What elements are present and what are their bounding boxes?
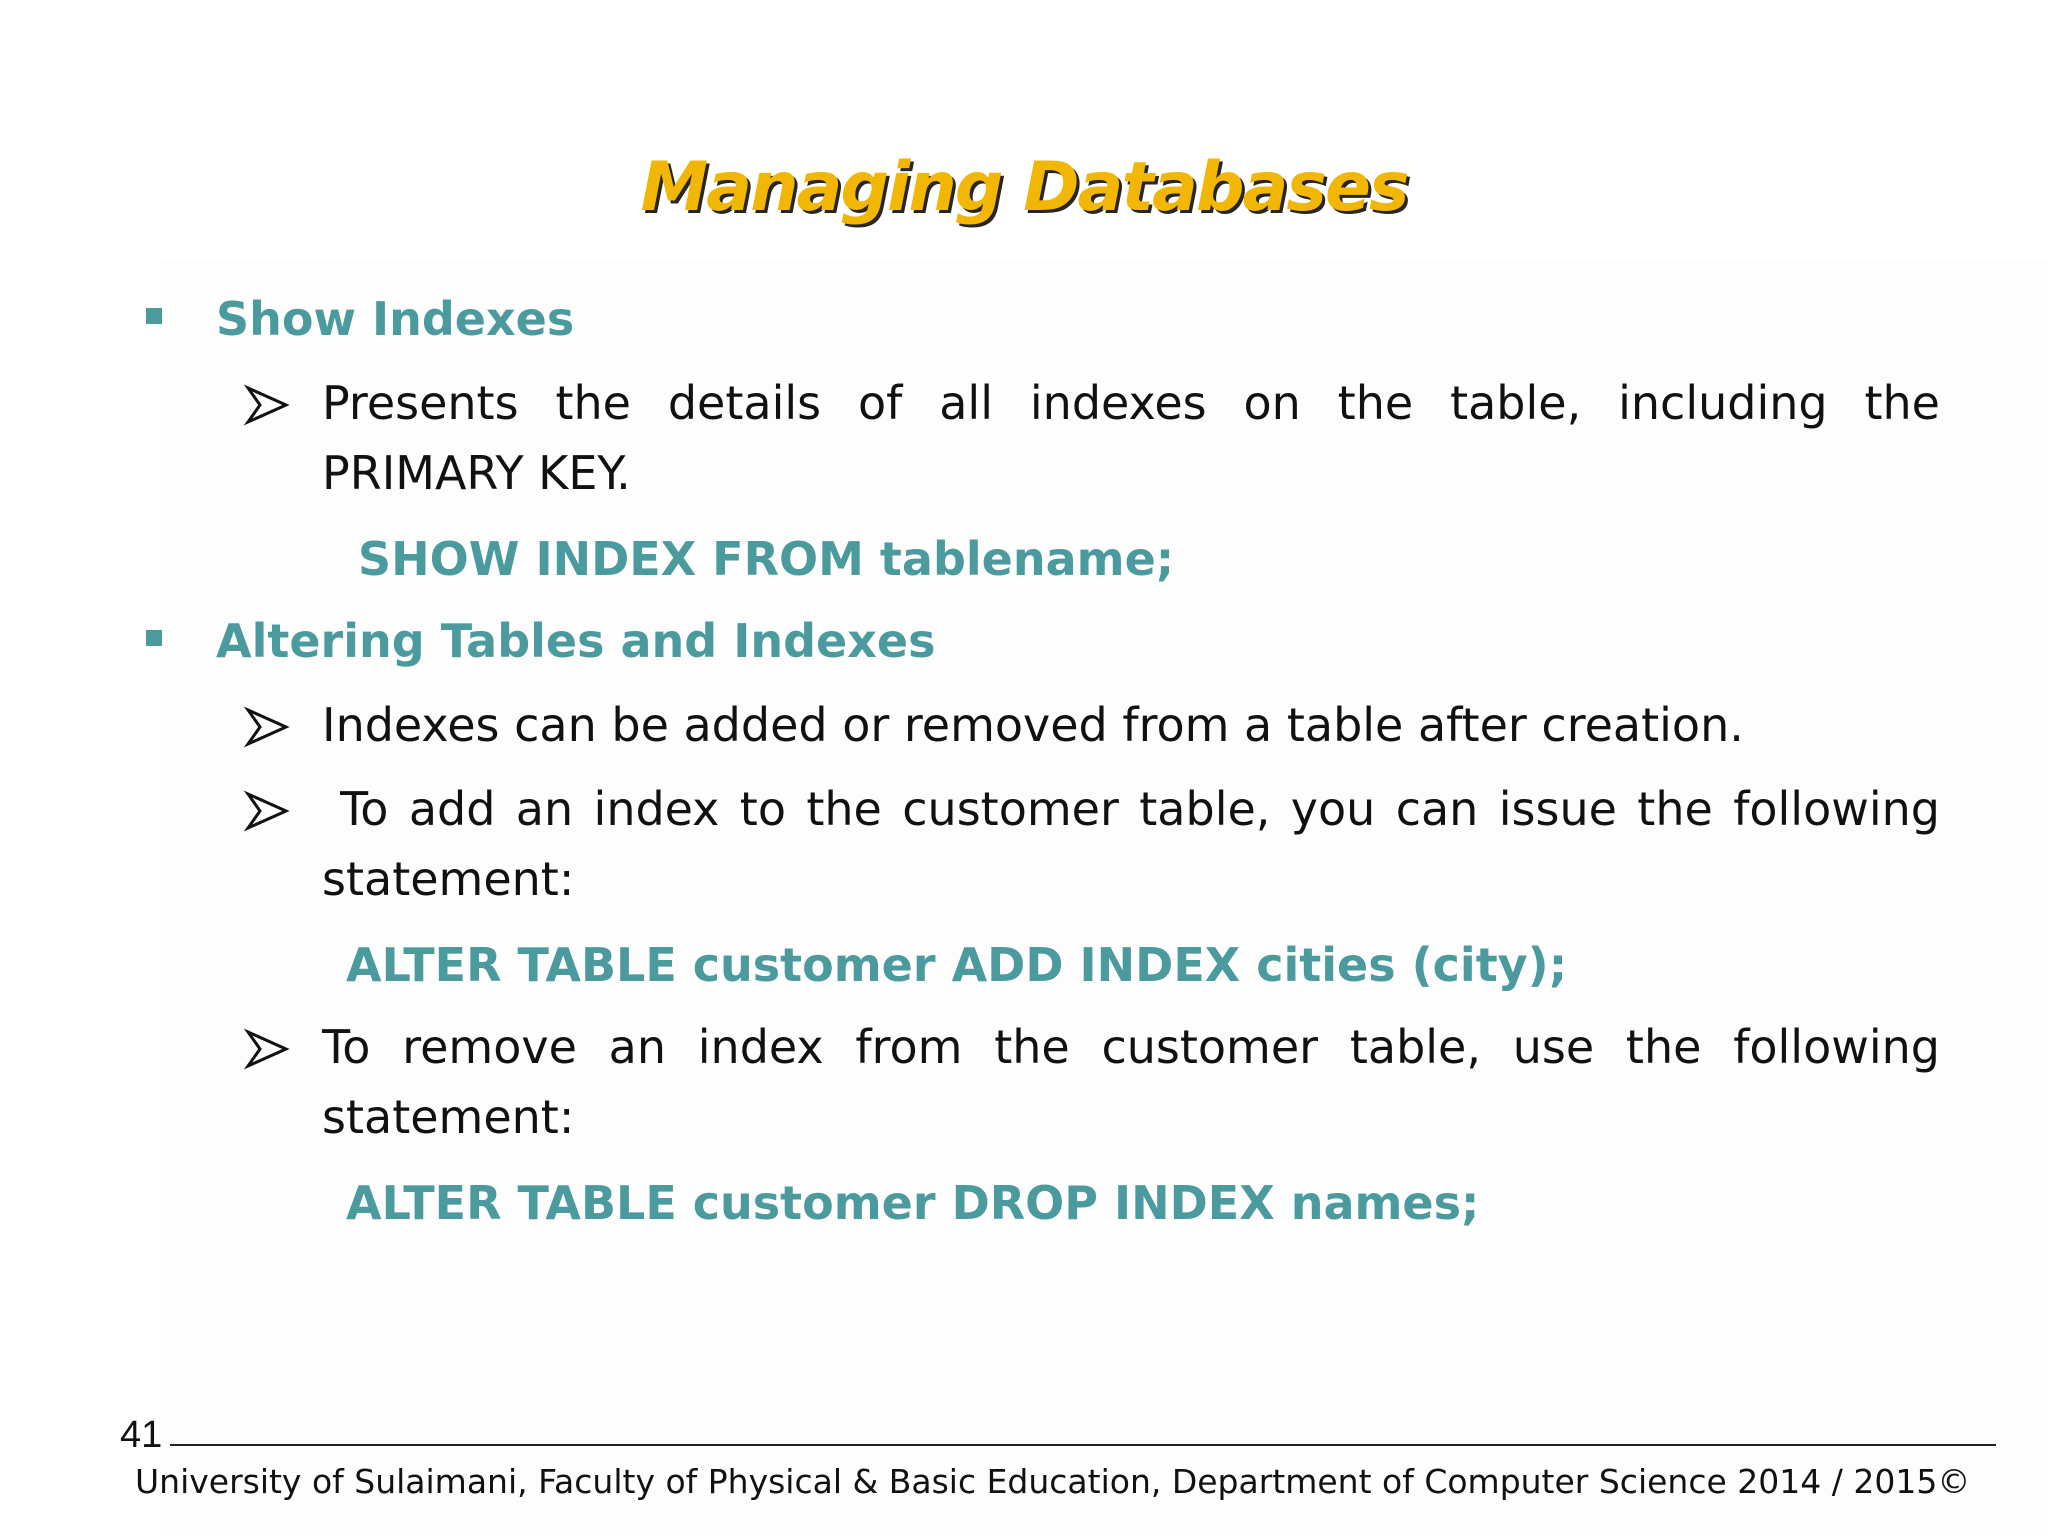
code-show-index: SHOW INDEX FROM tablename; <box>358 532 1175 586</box>
point-drop-index-line2: statement: <box>322 1090 575 1144</box>
arrowhead-bullet-icon <box>244 704 290 750</box>
point-show-index-line2: PRIMARY KEY. <box>322 446 631 500</box>
square-bullet-icon <box>146 308 162 324</box>
point-add-index-line1: To add an index to the customer table, you can issue the following <box>340 782 1940 836</box>
arrowhead-bullet-icon <box>244 382 290 428</box>
page-number: 41 <box>120 1414 163 1456</box>
section-heading-show-indexes: Show Indexes <box>216 292 575 346</box>
point-show-index-line1: Presents the details of all indexes on the table, including the <box>322 376 1940 430</box>
square-bullet-icon <box>146 630 162 646</box>
footer-text: University of Sulaimani, Faculty of Physical & Basic Education, Department of Computer Science 2014 / 2015© <box>135 1462 1971 1501</box>
footer-divider <box>170 1444 1996 1446</box>
slide-title: Managing Databases <box>640 148 1408 227</box>
code-add-index: ALTER TABLE customer ADD INDEX cities (city); <box>346 938 1568 992</box>
arrowhead-bullet-icon <box>244 1026 290 1072</box>
point-indexes-added-removed: Indexes can be added or removed from a table after creation. <box>322 698 1744 752</box>
point-drop-index-line1: To remove an index from the customer table, use the following <box>322 1020 1940 1074</box>
section-heading-altering: Altering Tables and Indexes <box>216 614 936 668</box>
point-add-index-line2: statement: <box>322 852 575 906</box>
code-drop-index: ALTER TABLE customer DROP INDEX names; <box>346 1176 1480 1230</box>
arrowhead-bullet-icon <box>244 788 290 834</box>
